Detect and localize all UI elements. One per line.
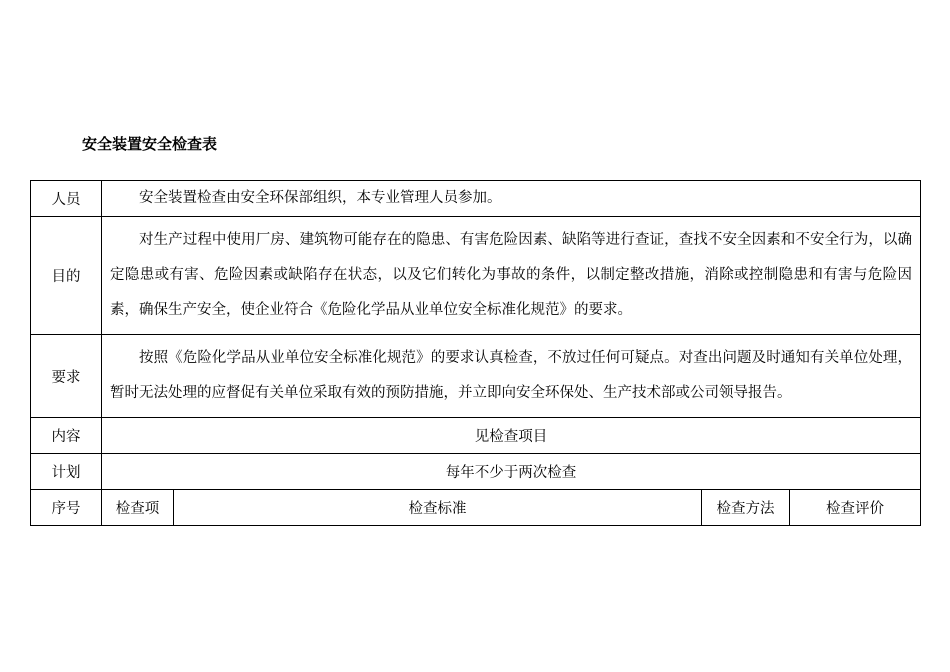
row-requirement [31,335,921,418]
label-purpose: 目的 [31,217,102,335]
row-purpose [31,217,921,335]
header-standard: 检查标准 [174,490,702,526]
text-purpose: 对生产过程中使用厂房、建筑物可能存在的隐患、有害危险因素、缺陷等进行查证，查找不安全因素和不安全行为，以确定隐患或有害、危险因素或缺陷存在状态，以及它们转化为事故的条件，以制定整改措施，消除或控制隐患和有害与危险因素，确保生产安全，使企业符合《危险化学品从业单位安全标准化规范》的要求。 [102,217,921,335]
row-column-header [31,490,921,526]
header-item: 检查项 [102,490,174,526]
header-method: 检查方法 [702,490,790,526]
safety-check-table [30,180,921,526]
document-title: 安全装置安全检查表 [82,135,218,153]
text-personnel: 安全装置检查由安全环保部组织，本专业管理人员参加。 [102,181,921,217]
row-personnel [31,181,921,217]
header-evaluation: 检查评价 [790,490,921,526]
label-requirement: 要求 [31,335,102,418]
text-content: 见检查项目 [102,418,921,454]
header-seq: 序号 [31,490,102,526]
text-plan: 每年不少于两次检查 [102,454,921,490]
row-plan [31,454,921,490]
row-content [31,418,921,454]
text-requirement: 按照《危险化学品从业单位安全标准化规范》的要求认真检查，不放过任何可疑点。对查出问题及时通知有关单位处理，暂时无法处理的应督促有关单位采取有效的预防措施，并立即向安全环保处、生产技术部或公司领导报告。 [102,335,921,418]
label-personnel: 人员 [31,181,102,217]
label-plan: 计划 [31,454,102,490]
label-content: 内容 [31,418,102,454]
